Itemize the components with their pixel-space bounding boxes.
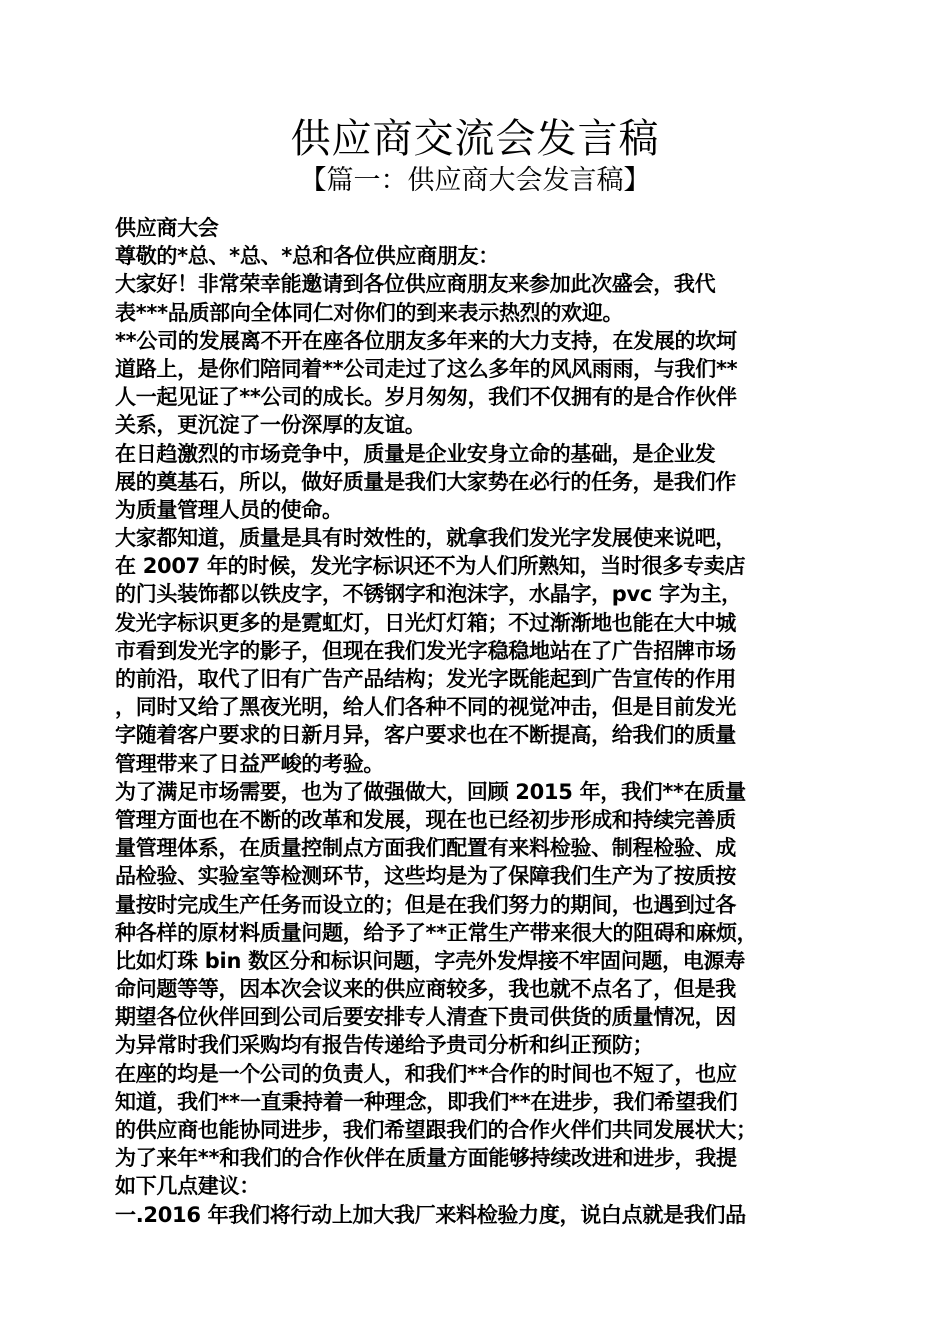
body-line: 量按时完成生产任务而设立的；但是在我们努力的期间，也遇到过各 — [115, 892, 736, 917]
body-line: 大家都知道，质量是具有时效性的，就拿我们发光字发展使来说吧， — [115, 526, 736, 551]
body-line: 的供应商也能协同进步，我们希望跟我们的合作火伴们共同发展状大； — [115, 1118, 757, 1142]
body-line: 大家好！非常荣幸能邀请到各位供应商朋友来参加此次盛会，我代 — [115, 272, 716, 297]
body-line: 展的奠基石，所以，做好质量是我们大家势在必行的任务，是我们作 — [115, 469, 736, 494]
body-line: 命问题等等，因本次会议来的供应商较多，我也就不点名了，但是我 — [115, 977, 736, 1002]
document-subtitle: 【篇一：供应商大会发言稿】 — [299, 165, 651, 196]
body-line: 在座的均是一个公司的负责人，和我们**合作的时间也不短了，也应 — [115, 1061, 737, 1086]
body-line: 关系，更沉淀了一份深厚的友谊。 — [115, 413, 426, 438]
body-line: 为了来年**和我们的合作伙伴在质量方面能够持续改进和进步，我提 — [115, 1146, 737, 1171]
body-line: 如下几点建议： — [115, 1174, 260, 1199]
body-line: ，同时又给了黑夜光明，给人们各种不同的视觉冲击，但是目前发光 — [115, 695, 736, 720]
body-line: 字随着客户要求的日新月异，客户要求也在不断提高，给我们的质量 — [115, 723, 736, 748]
body-line: **公司的发展离不开在座各位朋友多年来的大力支持，在发展的坎坷 — [115, 328, 737, 353]
body-line: 在日趋激烈的市场竞争中，质量是企业安身立命的基础，是企业发 — [115, 441, 716, 466]
body-line: 比如灯珠 bin 数区分和标识问题，字壳外发焊接不牢固问题，电源寿 — [115, 948, 745, 973]
body-line: 道路上，是你们陪同着**公司走过了这么多年的风风雨雨，与我们** — [115, 356, 738, 381]
body-line: 市看到发光字的影子，但现在我们发光字稳稳地站在了广告招牌市场 — [115, 638, 736, 663]
body-line: 在 2007 年的时候，发光字标识还不为人们所熟知，当时很多专卖店 — [115, 554, 746, 579]
body-line: 发光字标识更多的是霓虹灯，日光灯灯箱；不过渐渐地也能在大中城 — [115, 610, 736, 635]
body-line: 为了满足市场需要，也为了做强做大，回顾 2015 年，我们**在质量 — [115, 779, 746, 804]
body-line: 管理方面也在不断的改革和发展，现在也已经初步形成和持续完善质 — [115, 807, 736, 832]
body-line: 供应商大会 — [115, 216, 219, 240]
body-line: 量管理体系，在质量控制点方面我们配置有来料检验、制程检验、成 — [115, 836, 736, 861]
body-line: 知道，我们**一直秉持着一种理念，即我们**在进步，我们希望我们 — [115, 1089, 738, 1114]
body-line: 一.2016 年我们将行动上加大我厂来料检验力度，说白点就是我们品 — [115, 1202, 746, 1227]
body-line: 为异常时我们采购均有报告传递给予贵司分析和纠正预防； — [115, 1033, 654, 1058]
body-line: 的前沿，取代了旧有广告产品结构；发光字既能起到广告宣传的作用 — [115, 667, 736, 691]
document-title: 供应商交流会发言稿 — [290, 116, 660, 162]
body-line: 尊敬的*总、*总、*总和各位供应商朋友： — [115, 244, 499, 269]
body-line: 表***品质部向全体同仁对你们的到来表示热烈的欢迎。 — [115, 300, 624, 325]
body-line: 的门头装饰都以铁皮字，不锈钢字和泡沫字，水晶字，pvc 字为主， — [115, 582, 742, 607]
body-line: 品检验、实验室等检测环节，这些均是为了保障我们生产为了按质按 — [115, 864, 736, 889]
body-line: 期望各位伙伴回到公司后要安排专人清查下贵司供货的质量情况，因 — [115, 1005, 736, 1030]
body-line: 种各样的原材料质量问题，给予了**正常生产带来很大的阻碍和麻烦， — [115, 920, 758, 945]
document-body — [115, 214, 845, 1229]
body-line: 管理带来了日益严峻的考验。 — [115, 751, 385, 776]
body-line: 人一起见证了**公司的成长。岁月匆匆，我们不仅拥有的是合作伙伴 — [115, 385, 737, 410]
body-line: 为质量管理人员的使命。 — [115, 497, 343, 522]
